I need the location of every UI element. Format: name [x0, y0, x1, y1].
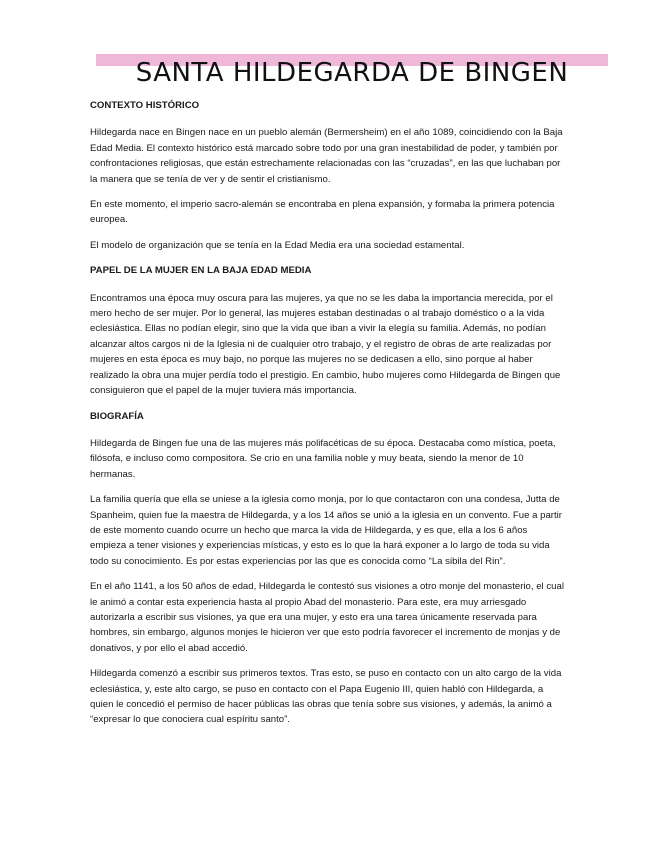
paragraph: Hildegarda comenzó a escribir sus primeros textos. Tras esto, se puso en contacto con un alto cargo de la vida eclesiástica, y, este alto cargo, se puso en contacto con el Papa Eugenio III, quien habló con Hildegarda, a quien le concedió el permiso de hacer públicas las obras que tenía sobre sus visiones, y además, la animó a “expresar lo que conociera cual espíritu santo”.: [90, 668, 562, 726]
paragraph: Hildegarda de Bingen fue una de las mujeres más polifacéticas de su época. Destacaba como mística, poeta, filósofa, e incluso como compositora. Se crio en una familia noble y muy beata, siendo la menor de 10 hermanas.: [90, 437, 556, 480]
paragraph: El modelo de organización que se tenía en la Edad Media era una sociedad estamental.: [90, 239, 465, 251]
section-heading-contexto: CONTEXTO HISTÓRICO: [90, 100, 200, 111]
page-title: SANTA HILDEGARDA DE BINGEN: [135, 58, 569, 89]
paragraph: La familia quería que ella se uniese a la iglesia como monja, por lo que contactaron con una condesa, Jutta de Spanheim, quien fue la maestra de Hildegarda, y a los 14 años se unió a la iglesia en un convento. Fue a partir de este momento cuando ocurre un hecho que marca la vida de Hildegarda, y es que, ella a los 6 años empieza a tener visiones y experiencias místicas, y esto es lo que la hará exponer a lo largo de toda su vida todo su conocimiento. Es por estas experiencias por las que es conocida como “La sibila del Rin”.: [90, 494, 562, 567]
paragraph: En el año 1141, a los 50 años de edad, Hildegarda le contestó sus visiones a otro monje del monasterio, el cual le animó a contar esta experiencia hasta al propio Abad del monasterio. Para este, era muy arriesgado autorizarla a escribir sus visiones, ya que era una mujer, y esto era una tarea únicamente reservada para hombres, sin embargo, algunos monjes le hicieron ver que esto podría favorecer el incremento de monjas y de donativos, y por ello el abad accedió.: [90, 581, 564, 654]
paragraph: En este momento, el imperio sacro-alemán se encontraba en plena expansión, y formaba la primera potencia europea.: [90, 199, 555, 226]
section-heading-biografia: BIOGRAFÍA: [90, 410, 144, 422]
document-body: [90, 98, 566, 738]
paragraph: Encontramos una época muy oscura para las mujeres, ya que no se les daba la importancia merecida, por el mero hecho de ser mujer. Por lo general, las mujeres estaban destinadas o al trabajo doméstico o a la vida eclesiástica. Ellas no podían elegir, sino que la vida que iban a vivir la elegía su familia. Además, no podían alcanzar altos cargos ni de la Iglesia ni de cualquier otro trabajo, y el registro de obras de arte realizadas por mujeres en esta época es muy bajo, no porque las mujeres no se dedicasen a ello, sino porque al haber realizado la obra una mujer perdía todo el prestigio. En cambio, hubo mujeres como Hildegarda de Bingen que consiguieron que el papel de la mujer tuviera más importancia.: [90, 292, 561, 397]
paragraph: Hildegarda nace en Bingen nace en un pueblo alemán (Bermersheim) en el año 1089, coincidiendo con la Baja Edad Media. El contexto histórico está marcado sobre todo por una gran inestabilidad de poder, y también por confrontaciones religiosas, que están estrechamente relacionadas con las “cruzadas”, en las que luchaban por la manera que se tenía de ver y de sentir el cristianismo.: [90, 127, 563, 185]
section-heading-papel-mujer: PAPEL DE LA MUJER EN LA BAJA EDAD MEDIA: [90, 265, 312, 277]
title-block: [96, 40, 608, 89]
